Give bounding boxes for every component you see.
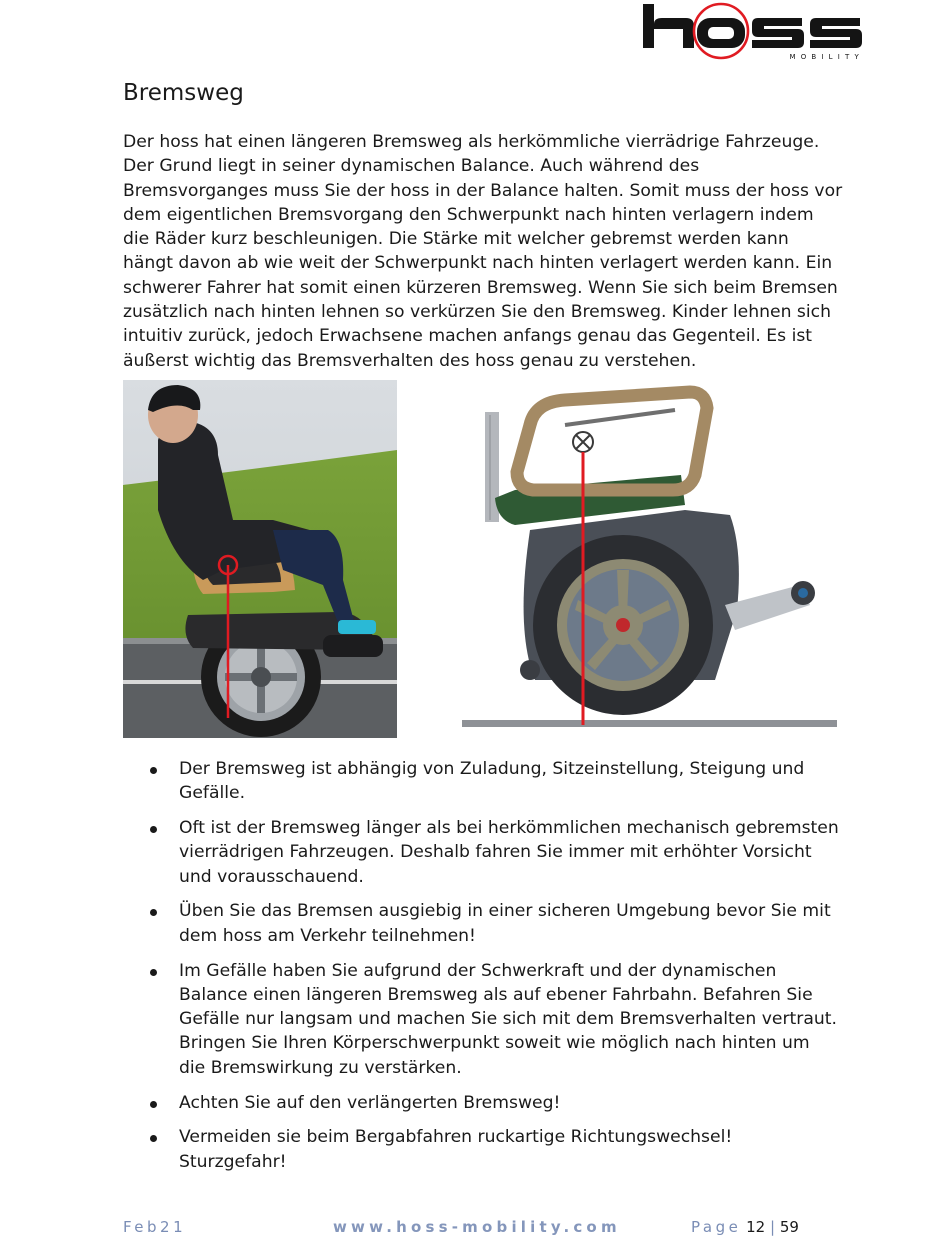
intro-paragraph: Der hoss hat einen längeren Bremsweg als herkömmliche vierrädrige Fahrzeuge. Der Grund liegt in seiner dynamischen Balance. Auch während des Bremsvorganges muss Sie der hoss in der Balance halten. Somit muss der hoss vor dem eigentlichen Bremsvorgang den Schwerpunkt nach hinten verlagern indem die Räder kurz beschleunigen. Die Stärke mit welcher gebremst werden kann hängt davon ab wie weit der Schwerpunkt nach hinten verlagert werden kann. Ein schwerer Fahrer hat somit einen kürzeren Bremsweg. Wenn Sie sich beim Bremsen zusätzlich nach hinten lehnen so verkürzen Sie den Bremsweg. Kinder lehnen sich intuitiv zurück, jedoch Erwachsene machen anfangs genau das Gegenteil. Es ist äußerst wichtig das Bremsverhalten des hoss genau zu verstehen. [123,132,843,371]
list-item-text: Üben Sie das Bremsen ausgiebig in einer sicheren Umgebung bevor Sie mit dem hoss am Verkehr teilnehmen! [179,901,831,946]
section-title: Bremsweg [123,80,244,106]
list-item [150,899,840,948]
bullet-icon [150,969,157,976]
page-number [691,1218,799,1236]
footer-url: www.hoss-mobility.com [333,1218,621,1236]
bullet-icon [150,1135,157,1142]
logo-tagline: MOBILITY [789,53,864,61]
bullet-icon [150,1101,157,1108]
page-total: 59 [779,1218,799,1236]
list-item [150,1125,840,1174]
bullet-icon [150,909,157,916]
footer-date: Feb21 [123,1218,187,1236]
list-item [150,816,840,889]
list-item-text: Vermeiden sie beim Bergabfahren ruckartige Richtungswechsel! Sturzgefahr! [179,1127,733,1172]
list-item-text: Der Bremsweg ist abhängig von Zuladung, Sitzeinstellung, Steigung und Gefälle. [179,759,805,804]
bullet-list [150,757,840,1184]
list-item [150,1091,840,1115]
hoss-mobility-logo [640,2,870,64]
list-item-text: Oft ist der Bremsweg länger als bei herkömmlichen mechanisch gebremsten vierrädrigen Fahrzeugen. Deshalb fahren Sie immer mit erhöhter Vorsicht und vorausschauend. [179,818,839,887]
page-footer [0,1218,950,1240]
list-item-text: Im Gefälle haben Sie aufgrund der Schwerkraft und der dynamischen Balance einen längeren Bremsweg als auf ebener Fahrbahn. Befahren Sie Gefälle nur langsam und machen Sie sich mit dem Bremsverhalten vertraut. Bringen Sie Ihren Körperschwerpunkt soweit wie möglich nach hinten um die Bremswirkung zu verstärken. [179,960,837,1078]
list-item [150,757,840,806]
page-label: Page [691,1218,742,1236]
hoss-side-drawing [445,380,840,740]
bullet-icon [150,767,157,774]
rider-photo [123,380,397,738]
page-current: 12 [746,1218,766,1236]
list-item [150,959,840,1080]
bullet-icon [150,826,157,833]
page-separator: | [769,1218,776,1236]
list-item-text: Achten Sie auf den verlängerten Bremsweg! [179,1092,561,1113]
